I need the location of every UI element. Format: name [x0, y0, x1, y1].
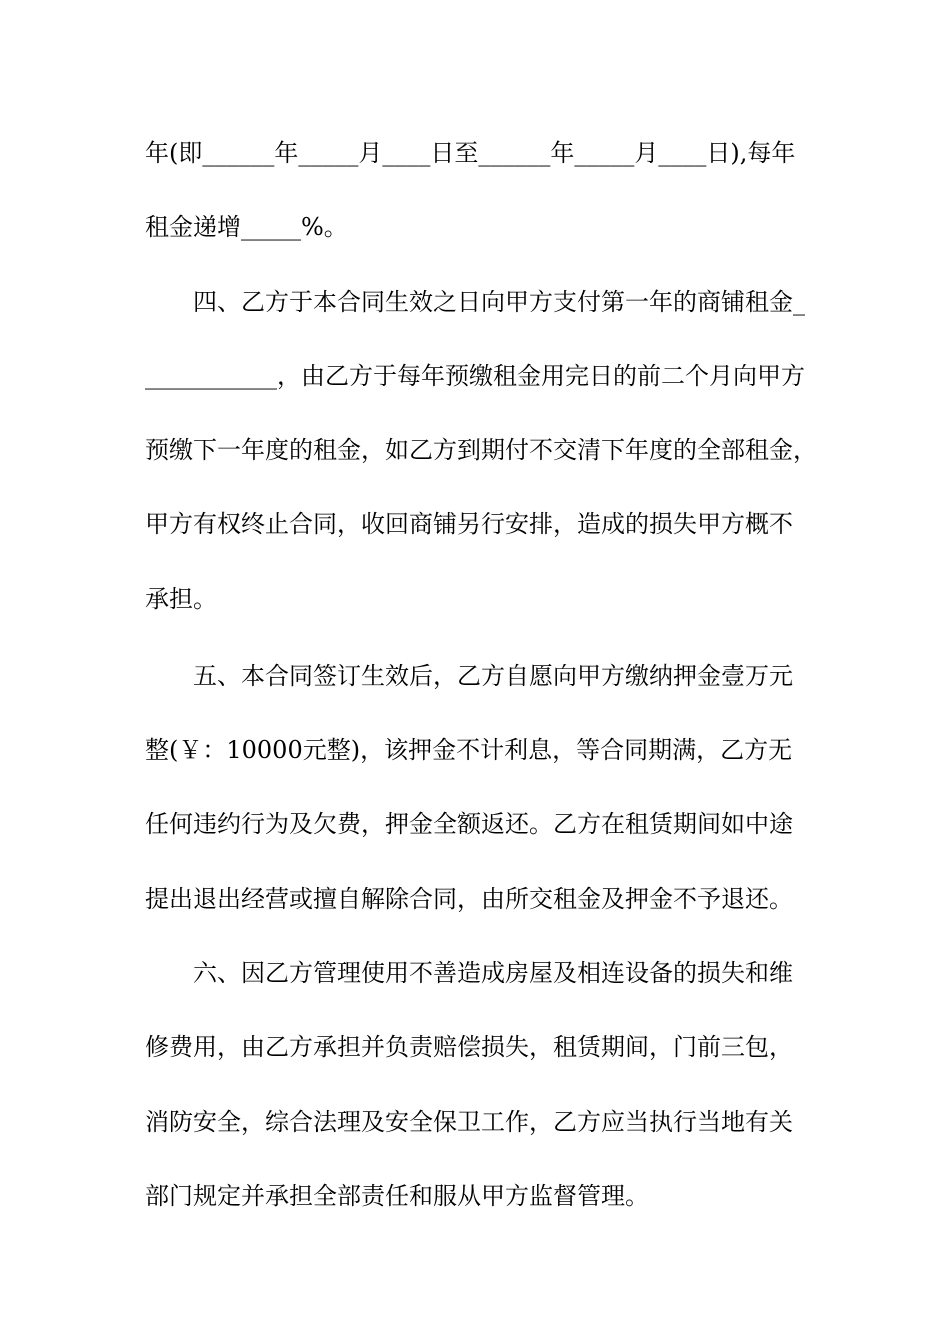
text-line: 任何违约行为及欠费，押金全额返还。乙方在租赁期间如中途: [145, 810, 793, 838]
text-line: 提出退出经营或擅自解除合同，由所交租金及押金不予退还。: [145, 885, 793, 913]
text-line: 年(即______年_____月____日至______年_____月____日),每年: [145, 139, 796, 167]
text-line: 部门规定并承担全部责任和服从甲方监督管理。: [145, 1182, 649, 1210]
text-line: 预缴下一年度的租金，如乙方到期付不交清下年度的全部租金，: [145, 436, 817, 464]
text-line: 消防安全，综合法理及安全保卫工作，乙方应当执行当地有关: [145, 1108, 793, 1136]
clause-four-heading-line: 四、乙方于本合同生效之日向甲方支付第一年的商铺租金_: [193, 288, 805, 316]
text-line: ___________，由乙方于每年预缴租金用完日的前二个月向甲方: [145, 362, 805, 390]
text-line: 承担。: [145, 585, 217, 613]
text-line: 修费用，由乙方承担并负责赔偿损失，租赁期间，门前三包，: [145, 1033, 793, 1061]
text-line: 整(￥：10000元整)，该押金不计利息，等合同期满，乙方无: [145, 736, 793, 764]
text-line: 租金递增_____%。: [145, 213, 348, 241]
text-line: 甲方有权终止合同，收回商铺另行安排，造成的损失甲方概不: [145, 510, 793, 538]
clause-five-heading-line: 五、本合同签订生效后，乙方自愿向甲方缴纳押金壹万元: [193, 662, 793, 690]
clause-six-heading-line: 六、因乙方管理使用不善造成房屋及相连设备的损失和维: [193, 959, 793, 987]
